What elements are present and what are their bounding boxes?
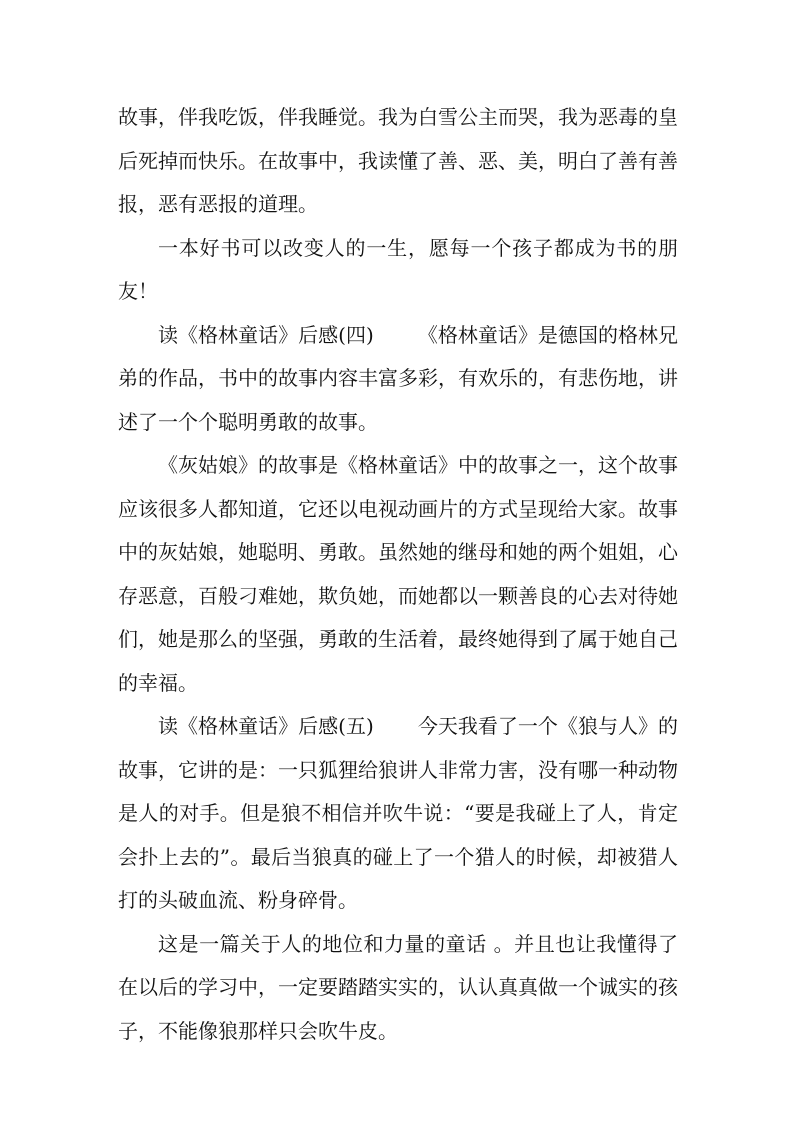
paragraph-1-text: 故事，伴我吃饭，伴我睡觉。我为白雪公主而哭，我为恶毒的皇后死掉而快乐。在故事中，我读懂了善、恶、美，明白了善有善报，恶有恶报的道理。: [118, 105, 678, 216]
paragraph-3-text: 《格林童话》是德国的格林兄弟的作品，书中的故事内容丰富多彩，有欢乐的，有悲伤地，讲述了一个个聪明勇敢的故事。: [118, 322, 679, 434]
section-heading-4: 读《格林童话》后感(四): [158, 322, 374, 347]
paragraph-2-text: 一本好书可以改变人的一生，愿每一个孩子都成为书的朋友！: [118, 235, 678, 303]
paragraph-5: [118, 705, 678, 923]
paragraph-6: [118, 923, 678, 1054]
paragraph-6-text: 这是一篇关于人的地位和力量的童话 。并且也让我懂得了在以后的学习中，一定要踏踏实实的，认认真真做一个诚实的孩子，不能像狼那样只会吹牛皮。: [118, 931, 678, 1043]
paragraph-2: [118, 227, 678, 314]
document-body: [118, 96, 678, 1053]
paragraph-4: [118, 444, 678, 705]
paragraph-3: [118, 314, 678, 445]
paragraph-5-text: 今天我看了一个《狼与人》的故事，它讲的是：一只狐狸给狼讲人非常力害，没有哪一种动物是人的对手。但是狼不相信并吹牛说：“要是我碰上了人，肯定会扑上去的”。最后当狼真的碰上了一个猎人的时候，却被猎人打的头破血流、粉身碎骨。: [118, 714, 679, 912]
section-heading-5: 读《格林童话》后感(五): [158, 714, 374, 738]
paragraph-1: [118, 96, 678, 227]
paragraph-4-text: 《灰姑娘》的故事是《格林童话》中的故事之一，这个故事应该很多人都知道，它还以电视动画片的方式呈现给大家。故事中的灰姑娘，她聪明、勇敢。虽然她的继母和她的两个姐姐，心存恶意，百般刁难她，欺负她，而她都以一颗善良的心去对待她们，她是那么的坚强，勇敢的生活着，最终她得到了属于她自己的幸福。: [118, 453, 678, 695]
